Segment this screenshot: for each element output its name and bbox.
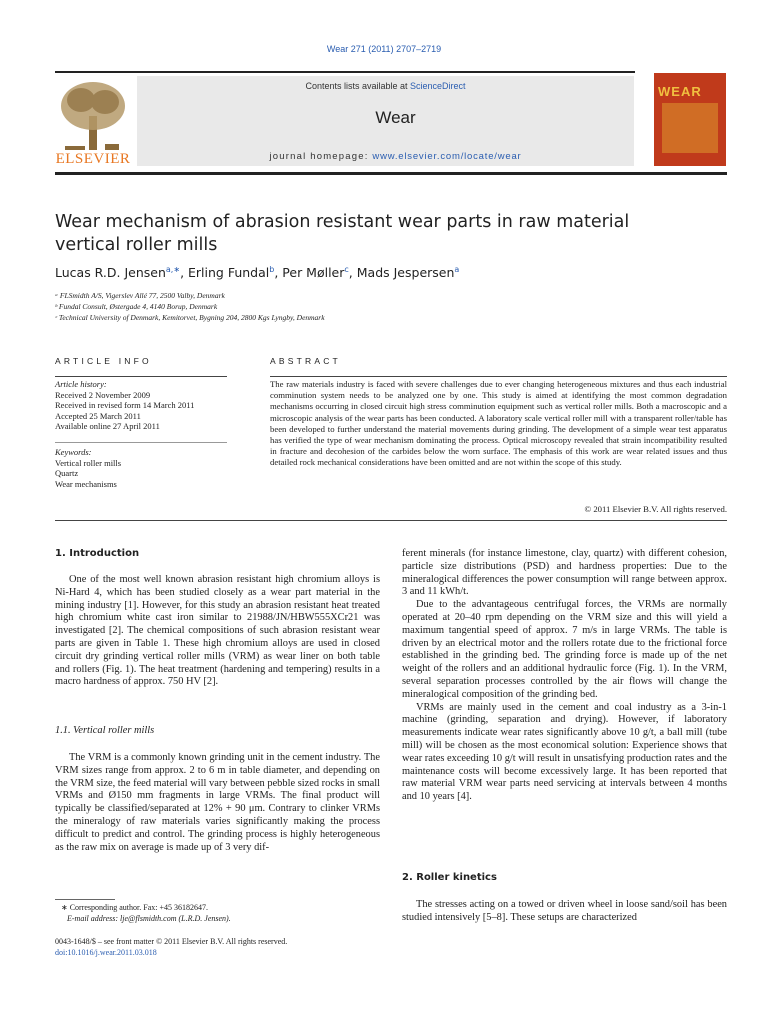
affiliation-c: ᶜ Technical University of Denmark, Kemitorvet, Bygning 204, 2800 Kgs Lyngby, Denmark <box>55 313 325 322</box>
author-sep: , <box>274 265 283 281</box>
footnote-corresponding: ∗ Corresponding author. Fax: +45 36182647. <box>61 903 208 912</box>
contents-prefix: Contents lists available at <box>305 81 411 91</box>
paragraph: One of the most well known abrasion resistant high chromium alloys is Ni-Hard 4, which has been studied closely as a wear part material in the mining industry [1]. However, for this study an abrasion resistant heat treated high chromium white cast iron similar to 21988/JN/HBW555XCr21 was investigated [2]. The chemical compositions of such abrasion resistant wear parts are given in Table 1. These high chromium alloys are used in closed circuit dry grinding vertical roller mills (VRM) as wear liner on both table and rollers (Fig. 1). The heat treatment (hardening and tempering) results in a macro hardness of approx. 750 HV [2]. <box>55 574 380 688</box>
section-heading-introduction: 1. Introduction <box>55 548 140 559</box>
homepage-prefix: journal homepage: <box>269 151 373 162</box>
title-line-2: vertical roller mills <box>55 235 218 255</box>
footnote-rule <box>55 899 115 900</box>
homepage-link[interactable]: www.elsevier.com/locate/wear <box>372 151 522 162</box>
paragraph: The VRM is a commonly known grinding unit in the cement industry. The VRM sizes range from approx. 2 to 6 m in table diameter, and depending on the VRM size, the feed material will vary between pebble sized rocks in small VRMs and Ø150 mm fragments in large VRMs. The final product will typically be classified/separated at 12% + 90 μm. Contrary to clinker VRMs the mineralogy of raw materials varies significantly making the process difficult to predict and control. The grinding process is highly heterogeneous as the raw mix on average is made up of 3 very dif- <box>55 752 380 853</box>
journal-name: Wear <box>375 108 416 127</box>
roller-kinetics-paragraph <box>402 899 727 925</box>
abstract-label: ABSTRACT <box>270 356 341 366</box>
footnote-email[interactable]: E-mail address: lje@flsmidth.com (L.R.D. Jensen). <box>67 913 231 923</box>
section-heading-roller-kinetics: 2. Roller kinetics <box>402 872 497 883</box>
author-sep: , <box>180 265 189 281</box>
title-line-1: Wear mechanism of abrasion resistant wear parts in raw material <box>55 212 630 232</box>
keyword-item: Wear mechanisms <box>55 478 117 489</box>
paragraph: VRMs are mainly used in the cement and coal industry as a 3-in-1 machine (grinding, separation and drying). However, if laboratory measurements indicate wear rates significantly above 10 g/t, a ball mill (tube mill) will be chosen as the most economical solution: Experience shows that wear rates exceeding 10 g/t will result in unsatisfying production rates and the maintenance costs will become excessively large. It has been reported that raw material VRM wear parts need servicing at intervals between 4 months and 10 years [4]. <box>402 701 727 803</box>
abstract-copyright: © 2011 Elsevier B.V. All rights reserved. <box>584 504 727 514</box>
history-item: Received 2 November 2009 <box>55 389 151 400</box>
elsevier-wordmark: ELSEVIER <box>55 151 131 167</box>
header-rule-top <box>55 71 635 73</box>
front-matter-rule <box>55 520 727 521</box>
abstract-rule <box>270 376 727 377</box>
keyword-item: Vertical roller mills <box>55 457 122 468</box>
journal-reference[interactable]: Wear 271 (2011) 2707–2719 <box>326 44 442 54</box>
footnotes <box>55 903 385 924</box>
article-title <box>55 211 695 257</box>
cover-graphic <box>662 103 718 153</box>
journal-homepage <box>137 151 654 162</box>
header-rule-bottom <box>55 172 727 175</box>
keywords-heading: Keywords: <box>55 447 92 457</box>
author-name: Erling Fundal <box>188 265 270 281</box>
author-name: Per Møller <box>282 265 345 281</box>
cover-title: WEAR <box>658 84 702 99</box>
paragraph: The stresses acting on a towed or driven wheel in loose sand/soil has been studied intensively [5–8]. These setups are characterized <box>402 899 727 923</box>
vrm-paragraph <box>55 752 380 854</box>
author-name: Mads Jespersen <box>356 265 455 281</box>
history-item: Received in revised form 14 March 2011 <box>55 400 195 410</box>
author-sup[interactable]: b <box>269 265 275 274</box>
contents-line <box>137 81 634 91</box>
paragraph: ferent minerals (for instance limestone, clay, quartz) with different cohesion, particle size distributions (PSD) and hardness properties: Due to the mineralogical differences the power consumption will range between approx. 3 and 11 kWh/t. <box>402 548 727 598</box>
right-column-text <box>402 548 727 804</box>
article-history-heading: Article history: <box>55 379 107 389</box>
abstract-text: The raw materials industry is faced with severe challenges due to ever changing heterogeneous mixtures and thus each industrial comminution system needs to be analyzed one by one. This study is aimed at identifying the most common degradation mechanisms occurring in closed circuit high stress comminution equipment such as vertical roller mills. Both a macroscopic and a microscopic analysis of the wear parts has been conducted. A laboratory scale vertical roller mill with a transparent roller/table has been developed to further understand the material movements during grinding. The development of a simple wear test apparatus has verified the type of wear mechanism dominating the process. Optical microscopy revealed that strain incompatibility resulted in fracture and decohesion of the carbides below the worn surface. The emphasis of this work are wear related issues and thus detailed rock mechanical considerations have been omitted and are not within the scope of this study. <box>270 379 727 468</box>
author-list <box>55 265 459 280</box>
doi-link[interactable]: doi:10.1016/j.wear.2011.03.018 <box>55 948 157 957</box>
article-info-label: ARTICLE INFO <box>55 356 152 366</box>
keywords <box>55 447 225 489</box>
author-sup[interactable]: a <box>454 265 460 274</box>
author-sep: , <box>348 265 357 281</box>
sciencedirect-link[interactable]: ScienceDirect <box>410 81 466 91</box>
article-history <box>55 379 225 432</box>
introduction-paragraph <box>55 574 380 689</box>
paragraph: Due to the advantageous centrifugal forces, the VRMs are normally operated at 20–40 rpm depending on the VRM size and this will yield a maximum tangential speed of approx. 7 m/s in large VRMs. The table is driven by an electrical motor and the rollers rotate due to the frictional force established in the grinding bed. The grinding force is made up of the net weight of the rollers and an additional hydraulic force (Fig. 1). In the VRM, several separation processes controlled by the air flows will change the mineralogical composition of the grinding bed. <box>402 599 727 700</box>
front-matter-note: 0043-1648/$ – see front matter © 2011 Elsevier B.V. All rights reserved. <box>55 937 288 946</box>
affiliation-a: ᵃ FLSmidth A/S, Vigerslev Allé 77, 2500 Valby, Denmark <box>55 291 225 300</box>
author-sup[interactable]: c <box>344 265 349 274</box>
history-item: Accepted 25 March 2011 <box>55 410 141 421</box>
article-info-rule <box>55 376 227 377</box>
author-name: Lucas R.D. Jensen <box>55 265 166 281</box>
affiliation-b: ᵇ Fundal Consult, Østergade 4, 4140 Borup, Denmark <box>55 302 218 311</box>
history-item: Available online 27 April 2011 <box>55 421 160 431</box>
keyword-item: Quartz <box>55 468 79 478</box>
subsection-heading-vrm: 1.1. Vertical roller mills <box>55 725 155 736</box>
author-sup[interactable]: a,∗ <box>165 265 181 274</box>
elsevier-logo <box>53 76 133 168</box>
info-divider <box>55 442 227 443</box>
